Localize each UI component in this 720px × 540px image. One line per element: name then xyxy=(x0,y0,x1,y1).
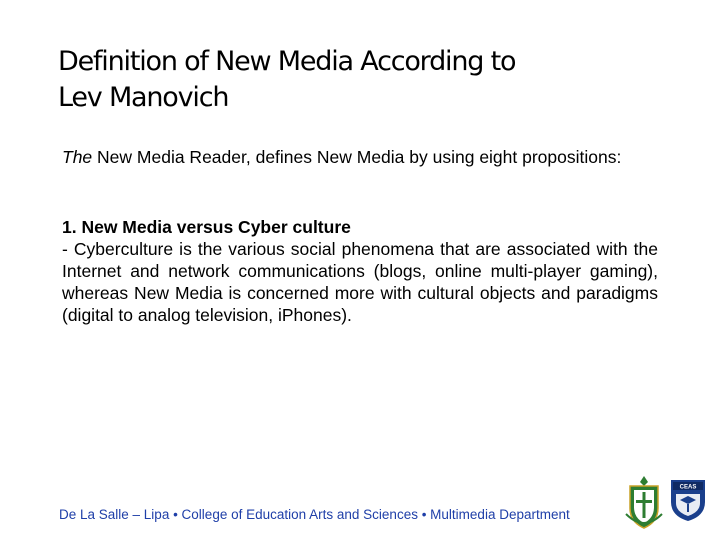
point-text: - Cyberculture is the various social phenomena that are associated with the Internet and network communications (blogs, online multi-player gaming), whereas New Media is concerned more with cultural objects and paradigms (digital to analog television, iPhones). xyxy=(62,239,658,325)
slide-title-line-1: Definition of New Media According to xyxy=(58,46,516,77)
ceas-shield-label: CEAS xyxy=(679,484,697,491)
slide-body xyxy=(62,146,658,326)
footer-text: De La Salle – Lipa • College of Education Arts and Sciences • Multimedia Department xyxy=(59,507,570,522)
point-heading: 1. New Media versus Cyber culture xyxy=(62,217,351,237)
ceas-shield-icon xyxy=(668,476,708,522)
intro-book-title: New Media Reader xyxy=(97,147,246,167)
intro-text: , defines New Media by using eight propositions: xyxy=(245,147,622,167)
slide-title xyxy=(58,44,658,116)
intro-italic-word: The xyxy=(62,147,93,167)
dlsl-crest-icon xyxy=(624,474,664,530)
intro-paragraph xyxy=(62,146,658,168)
slide-title-line-2: Lev Manovich xyxy=(58,82,229,113)
